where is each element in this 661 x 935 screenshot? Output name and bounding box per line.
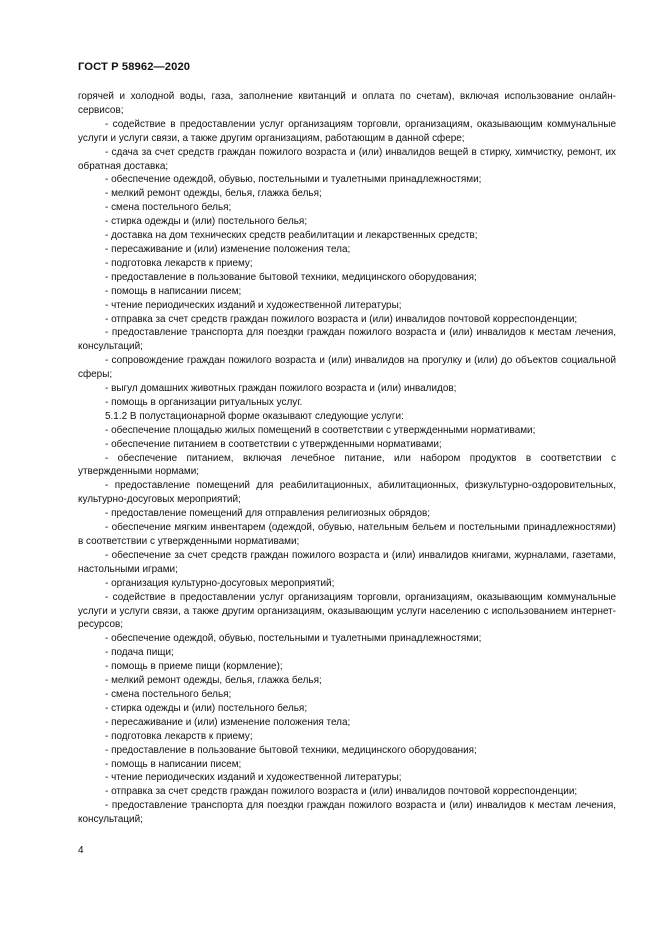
document-code-header: ГОСТ Р 58962—2020 [78,61,191,73]
list-item: - смена постельного белья; [105,202,232,214]
list-item: - обеспечение площадью жилых помещений в соответствии с утвержденными нормативами; [105,424,536,436]
list-item: - предоставление транспорта для поездки граждан пожилого возраста и (или) инвалидов к местам лечения, консультаций; [78,327,616,353]
list-item: - обеспечение питанием, включая лечебное питание, или набором продуктов в соответствии с утвержденными нормами; [78,452,616,478]
list-item: - смена постельного белья; [105,688,232,700]
list-item: - обеспечение одеждой, обувью, постельными и туалетными принадлежностями; [105,633,482,645]
list-item: - обеспечение одеждой, обувью, постельными и туалетными принадлежностями; [105,174,482,186]
list-item: - отправка за счет средств граждан пожилого возраста и (или) инвалидов почтовой корреспонденции; [105,313,578,325]
section-heading: 5.1.2 В полустационарной форме оказывают следующие услуги: [105,410,404,422]
list-item: - подача пищи; [105,647,174,659]
paragraph: горячей и холодной воды, газа, заполнение квитанций и оплата по счетам), включая использование онлайн-сервисов; [78,91,616,116]
body-text [78,90,616,827]
list-item: - пересаживание и (или) изменение положения тела; [105,243,351,255]
list-item: - обеспечение за счет средств граждан пожилого возраста и (или) инвалидов книгами, журналами, газетами, настольными играми; [78,549,616,575]
list-item: - предоставление в пользование бытовой техники, медицинского оборудования; [105,271,477,283]
list-item: - помощь в организации ритуальных услуг. [105,396,303,408]
list-item: - подготовка лекарств к приему; [105,257,253,269]
list-item: - сопровождение граждан пожилого возраста и (или) инвалидов на прогулку и (или) до объектов социальной сферы; [78,355,616,381]
list-item: - предоставление помещений для реабилитационных, абилитационных, физкультурно-оздоровительных, культурно-досуговых мероприятий; [78,480,616,506]
list-item: - стирка одежды и (или) постельного белья; [105,216,308,228]
list-item: - помощь в написании писем; [105,285,242,297]
page-number: 4 [78,845,84,856]
list-item: - мелкий ремонт одежды, белья, глажка белья; [105,188,322,200]
list-item: - пересаживание и (или) изменение положения тела; [105,716,351,728]
list-item: - подготовка лекарств к приему; [105,730,253,742]
list-item: - обеспечение мягким инвентарем (одеждой, обувью, нательным бельем и постельными принадлежностями) в соответствии с утвержденными нормативами; [78,522,616,547]
list-item: - содействие в предоставлении услуг организациям торговли, организациям, оказывающим коммунальные услуги и услуги связи, а также другим организациям, работающим в данной сфере; [78,118,616,144]
list-item: - помощь в написании писем; [105,758,242,770]
list-item: - организация культурно-досуговых мероприятий; [105,577,335,589]
list-item: - выгул домашних животных граждан пожилого возраста и (или) инвалидов; [105,383,457,395]
list-item: - стирка одежды и (или) постельного белья; [105,702,308,714]
list-item: - предоставление помещений для отправления религиозных обрядов; [105,508,431,520]
list-item: - доставка на дом технических средств реабилитации и лекарственных средств; [105,230,478,242]
list-item: - содействие в предоставлении услуг организациям торговли, организациям, оказывающим коммунальные услуги и услуги связи, а также другим организациям, оказывающим услуги населению с использованием интернет-ресурсов; [78,591,616,631]
list-item: - мелкий ремонт одежды, белья, глажка белья; [105,675,322,687]
list-item: - предоставление транспорта для поездки граждан пожилого возраста и (или) инвалидов к местам лечения, консультаций; [78,800,616,826]
list-item: - чтение периодических изданий и художественной литературы; [105,772,402,784]
list-item: - сдача за счет средств граждан пожилого возраста и (или) инвалидов вещей в стирку, химчистку, ремонт, их обратная доставка; [78,146,616,172]
list-item: - предоставление в пользование бытовой техники, медицинского оборудования; [105,744,477,756]
list-item: - помощь в приеме пищи (кормление); [105,661,283,673]
list-item: - обеспечение питанием в соответствии с утвержденными нормативами; [105,438,442,450]
list-item: - чтение периодических изданий и художественной литературы; [105,299,402,311]
list-item: - отправка за счет средств граждан пожилого возраста и (или) инвалидов почтовой корреспонденции; [105,786,578,798]
